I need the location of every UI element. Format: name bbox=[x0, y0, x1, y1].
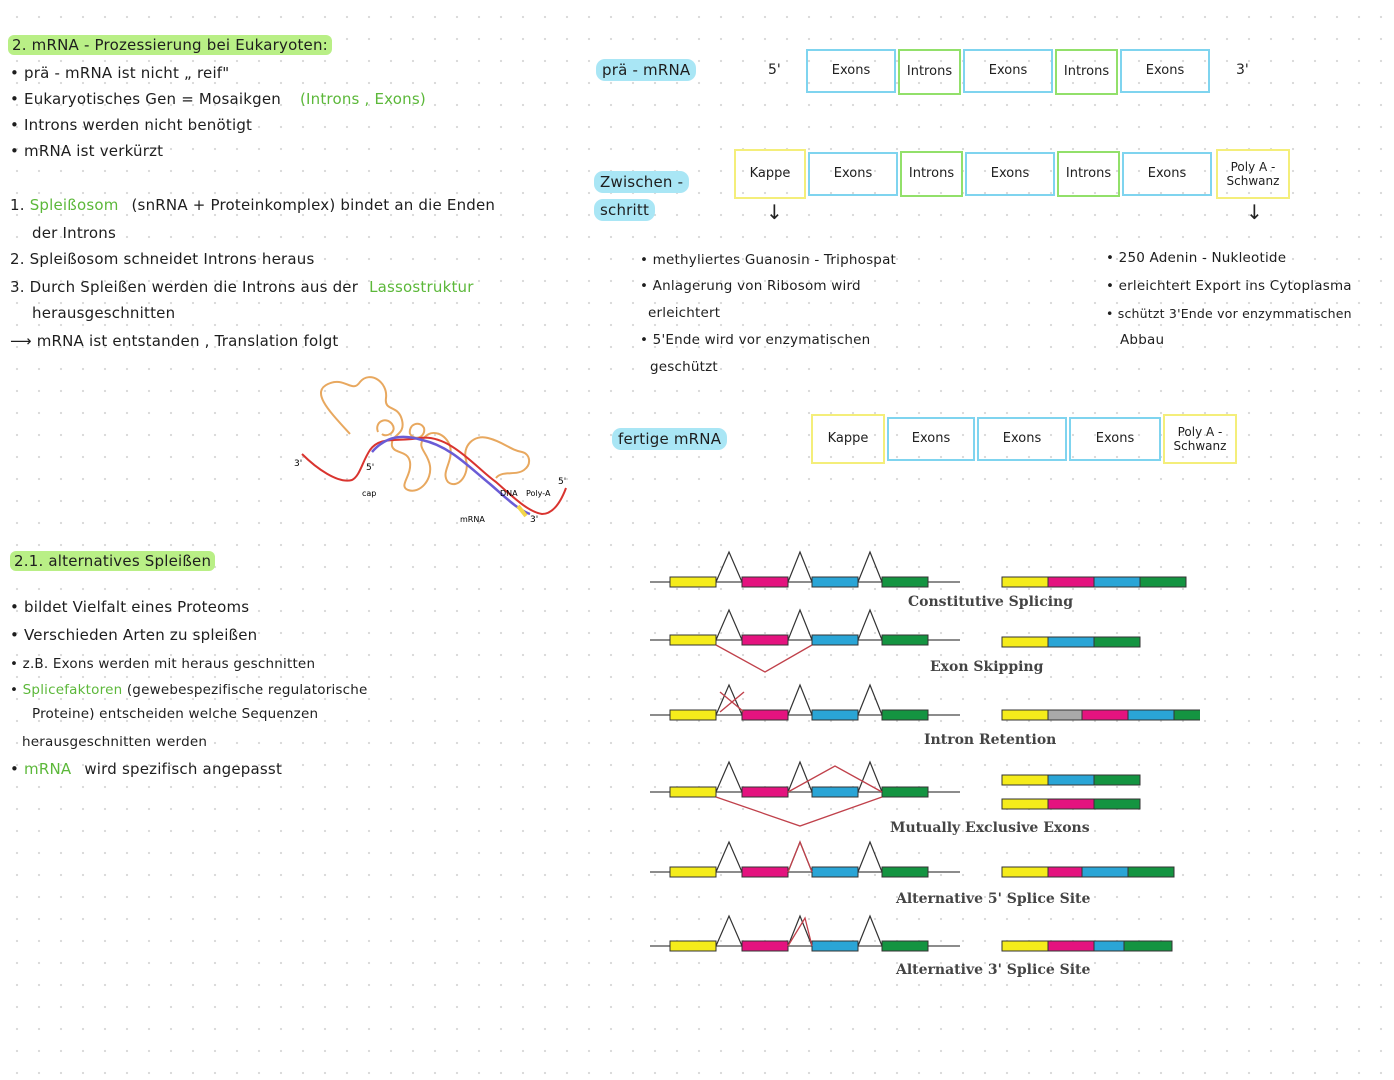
product-retention-yellow bbox=[1002, 710, 1048, 720]
intermediate-cap: Kappe bbox=[734, 149, 806, 199]
exon-block-yellow bbox=[670, 710, 716, 720]
intron-peak bbox=[858, 842, 882, 872]
intron-peak bbox=[858, 610, 882, 640]
lasso-5prime-left: 5' bbox=[366, 463, 375, 473]
alt-splice-cont2: herausgeschnitten werden bbox=[22, 734, 208, 750]
product-constitutive-yellow bbox=[1002, 577, 1048, 587]
step-1-cont: der Introns bbox=[32, 224, 117, 242]
product-alt3-green bbox=[1124, 941, 1172, 951]
cap-note-2: • Anlagerung von Ribosom wird bbox=[640, 278, 861, 294]
caption-alternative-3-splice-site: Alternative 3' Splice Site bbox=[896, 962, 1091, 978]
intron-peak bbox=[788, 685, 812, 715]
product-retention-gray bbox=[1048, 710, 1082, 720]
intermediate-intron-1: Introns bbox=[900, 151, 963, 197]
cap-note-5: geschützt bbox=[650, 359, 718, 375]
step-3-cont: herausgeschnitten bbox=[32, 304, 176, 322]
product-retention-blue bbox=[1128, 710, 1174, 720]
product-mutex-a-blue bbox=[1048, 775, 1094, 785]
caption-intron-retention: Intron Retention bbox=[924, 732, 1057, 748]
exon-block-green bbox=[882, 941, 928, 951]
product-skipping-blue bbox=[1048, 637, 1094, 647]
exon-block-blue bbox=[812, 941, 858, 951]
caption-mutually-exclusive-exons: Mutually Exclusive Exons bbox=[890, 820, 1090, 836]
lasso-dna-strand bbox=[302, 438, 566, 514]
mature-polya-tail: Poly A - Schwanz bbox=[1163, 414, 1237, 464]
pre-mrna-5prime: 5' bbox=[768, 62, 781, 78]
lasso-polya-label: Poly-A bbox=[526, 489, 551, 498]
exon-block-yellow bbox=[670, 577, 716, 587]
alt-bullet-mrna: • mRNA wird spezifisch angepasst bbox=[10, 760, 283, 778]
pre-mrna-3prime: 3' bbox=[1236, 62, 1249, 78]
step-1-rest: (snRNA + Proteinkomplex) bindet an die Enden bbox=[131, 196, 496, 214]
lasso-structure-sketch bbox=[290, 372, 580, 532]
step-3-text: 3. Durch Spleißen werden die Introns aus der bbox=[10, 278, 359, 296]
alt-mrna-rest: wird spezifisch angepasst bbox=[84, 760, 283, 778]
exon-block-green bbox=[882, 577, 928, 587]
product-alt5-blue bbox=[1082, 867, 1128, 877]
intron-peak bbox=[716, 842, 742, 872]
alt5-connector bbox=[788, 842, 812, 872]
exon-block-magenta bbox=[742, 577, 788, 587]
intron-peak bbox=[716, 916, 742, 946]
exon-block-green bbox=[882, 787, 928, 797]
tail-note-1: • 250 Adenin - Nukleotide bbox=[1106, 250, 1287, 266]
exon-block-blue bbox=[812, 577, 858, 587]
tail-note-2: • erleichtert Export ins Cytoplasma bbox=[1106, 278, 1352, 294]
product-skipping-yellow bbox=[1002, 637, 1048, 647]
product-mutex-a-yellow bbox=[1002, 775, 1048, 785]
product-alt3-yellow bbox=[1002, 941, 1048, 951]
exon-block-green bbox=[882, 710, 928, 720]
skip-connector bbox=[716, 645, 812, 672]
product-mutex-a-green bbox=[1094, 775, 1140, 785]
exon-block-blue bbox=[812, 787, 858, 797]
bullet-verkurzt: • mRNA ist verkürzt bbox=[10, 142, 164, 160]
mature-mrna-label bbox=[612, 430, 727, 448]
bullet-introns: • Introns werden nicht benötigt bbox=[10, 116, 253, 134]
step-3-term: Lassostruktur bbox=[369, 278, 474, 296]
arrow-right-icon: ⟶ bbox=[10, 332, 32, 350]
alt-bullet-exons: • z.B. Exons werden mit heraus geschnitten bbox=[10, 656, 316, 672]
pre-mrna-exon-2: Exons bbox=[963, 49, 1053, 93]
product-alt3-blue bbox=[1094, 941, 1124, 951]
caption-constitutive-splicing: Constitutive Splicing bbox=[908, 594, 1074, 610]
intermediate-exon-3: Exons bbox=[1122, 152, 1212, 196]
step-2: 2. Spleißosom schneidet Introns heraus bbox=[10, 250, 315, 268]
caption-exon-skipping: Exon Skipping bbox=[930, 659, 1044, 675]
cap-arrow-down-icon: ↓ bbox=[766, 200, 783, 224]
exon-block-green bbox=[882, 867, 928, 877]
mutex-connector-bottom bbox=[716, 797, 882, 826]
exon-block-blue bbox=[812, 867, 858, 877]
pre-mrna-label bbox=[596, 61, 696, 79]
bullet-mosaikgen-text: • Eukaryotisches Gen = Mosaikgen bbox=[10, 90, 281, 108]
mature-exon-3: Exons bbox=[1069, 417, 1161, 461]
mature-exon-2: Exons bbox=[977, 417, 1067, 461]
alt-heading-highlight: 2.1. alternatives Spleißen bbox=[10, 551, 215, 571]
cap-note-4: • 5'Ende wird vor enzymatischen bbox=[640, 332, 871, 348]
lasso-3prime-left: 3' bbox=[294, 459, 303, 469]
bullet-pra-mrna: • prä - mRNA ist nicht „ reif" bbox=[10, 64, 230, 82]
mature-exon-1: Exons bbox=[887, 417, 975, 461]
mosaik-note: (Introns , Exons) bbox=[299, 90, 426, 108]
exon-block-yellow bbox=[670, 787, 716, 797]
intermediate-exon-1: Exons bbox=[808, 152, 898, 196]
alt-bullet-vielfalt: • bildet Vielfalt eines Proteoms bbox=[10, 598, 250, 616]
tail-note-3: • schützt 3'Ende vor enzymmatischen bbox=[1106, 306, 1352, 321]
alt-splice-term: Splicefaktoren bbox=[22, 682, 123, 698]
intron-peak bbox=[716, 610, 742, 640]
intermediate-exon-2: Exons bbox=[965, 152, 1055, 196]
intron-peak bbox=[788, 762, 812, 792]
tail-note-4: Abbau bbox=[1120, 332, 1165, 348]
exon-block-yellow bbox=[670, 867, 716, 877]
result-text: mRNA ist entstanden , Translation folgt bbox=[36, 332, 339, 350]
alt-splice-rest: (gewebespezifische regulatorische bbox=[126, 682, 368, 698]
lasso-5prime-right: 5' bbox=[558, 477, 567, 487]
cap-note-3: erleichtert bbox=[648, 305, 721, 321]
pre-mrna-intron-2: Introns bbox=[1055, 49, 1118, 95]
caption-alternative-5-splice-site: Alternative 5' Splice Site bbox=[896, 891, 1091, 907]
product-constitutive-green bbox=[1140, 577, 1186, 587]
intron-peak bbox=[858, 552, 882, 582]
alt-splice-cont1: Proteine) entscheiden welche Sequenzen bbox=[32, 706, 319, 722]
lasso-cap-label: cap bbox=[362, 489, 377, 498]
product-constitutive-blue bbox=[1094, 577, 1140, 587]
section-heading-prozessierung bbox=[8, 36, 332, 54]
intermediate-label-line1: Zwischen - bbox=[594, 171, 689, 193]
product-mutex-b-yellow bbox=[1002, 799, 1048, 809]
lasso-3prime-right: 3' bbox=[530, 515, 539, 525]
bullet-mosaikgen bbox=[10, 90, 426, 108]
product-mutex-b-magenta bbox=[1048, 799, 1094, 809]
intron-peak bbox=[858, 762, 882, 792]
product-retention-magenta bbox=[1082, 710, 1128, 720]
pre-mrna-exon-1: Exons bbox=[806, 49, 896, 93]
product-skipping-green bbox=[1094, 637, 1140, 647]
lasso-dna-label: DNA bbox=[500, 489, 518, 498]
pre-mrna-intron-1: Introns bbox=[898, 49, 961, 95]
exon-block-magenta bbox=[742, 867, 788, 877]
step-1-num: 1. bbox=[10, 196, 25, 214]
exon-block-green bbox=[882, 635, 928, 645]
intron-peak bbox=[788, 552, 812, 582]
product-alt5-yellow bbox=[1002, 867, 1048, 877]
result-line bbox=[10, 332, 339, 350]
product-constitutive-magenta bbox=[1048, 577, 1094, 587]
exon-block-yellow bbox=[670, 941, 716, 951]
step-3 bbox=[10, 278, 474, 296]
intron-peak bbox=[716, 552, 742, 582]
exon-block-magenta bbox=[742, 710, 788, 720]
lasso-mrna-label: mRNA bbox=[460, 515, 485, 524]
cap-note-1: • methyliertes Guanosin - Triphospat bbox=[640, 252, 897, 268]
exon-block-magenta bbox=[742, 635, 788, 645]
tail-arrow-down-icon: ↓ bbox=[1246, 200, 1263, 224]
exon-block-yellow bbox=[670, 635, 716, 645]
intron-peak bbox=[716, 762, 742, 792]
intron-peak bbox=[788, 610, 812, 640]
intron-peak bbox=[858, 685, 882, 715]
section-heading-alt-spleissen bbox=[10, 552, 215, 570]
exon-block-blue bbox=[812, 635, 858, 645]
product-alt5-magenta bbox=[1048, 867, 1082, 877]
product-mutex-b-green bbox=[1094, 799, 1140, 809]
intermediate-intron-2: Introns bbox=[1057, 151, 1120, 197]
exon-block-magenta bbox=[742, 787, 788, 797]
intermediate-label-line2: schritt bbox=[594, 199, 655, 221]
intron-peak bbox=[788, 842, 812, 872]
exon-block-blue bbox=[812, 710, 858, 720]
product-retention-green bbox=[1174, 710, 1200, 720]
lasso-loops bbox=[321, 377, 529, 491]
alt-mrna-term: mRNA bbox=[24, 760, 72, 778]
intermediate-label bbox=[594, 168, 689, 224]
product-alt5-green bbox=[1128, 867, 1174, 877]
pre-mrna-exon-3: Exons bbox=[1120, 49, 1210, 93]
exon-block-magenta bbox=[742, 941, 788, 951]
alt-bullet-arten: • Verschieden Arten zu spleißen bbox=[10, 626, 258, 644]
mature-cap: Kappe bbox=[811, 414, 885, 464]
product-alt3-magenta bbox=[1048, 941, 1094, 951]
intron-peak bbox=[858, 916, 882, 946]
alt3-connector bbox=[788, 918, 812, 946]
step-1-term: Spleißosom bbox=[29, 196, 119, 214]
intermediate-polya-tail: Poly A - Schwanz bbox=[1216, 149, 1290, 199]
alt-bullet-splicefaktoren: • Splicefaktoren (gewebespezifische regulatorische bbox=[10, 682, 368, 698]
mature-mrna-label-highlight: fertige mRNA bbox=[612, 428, 727, 450]
step-1 bbox=[10, 196, 495, 214]
heading-highlight: 2. mRNA - Prozessierung bei Eukaryoten: bbox=[8, 35, 332, 55]
pre-mrna-label-highlight: prä - mRNA bbox=[596, 59, 696, 81]
